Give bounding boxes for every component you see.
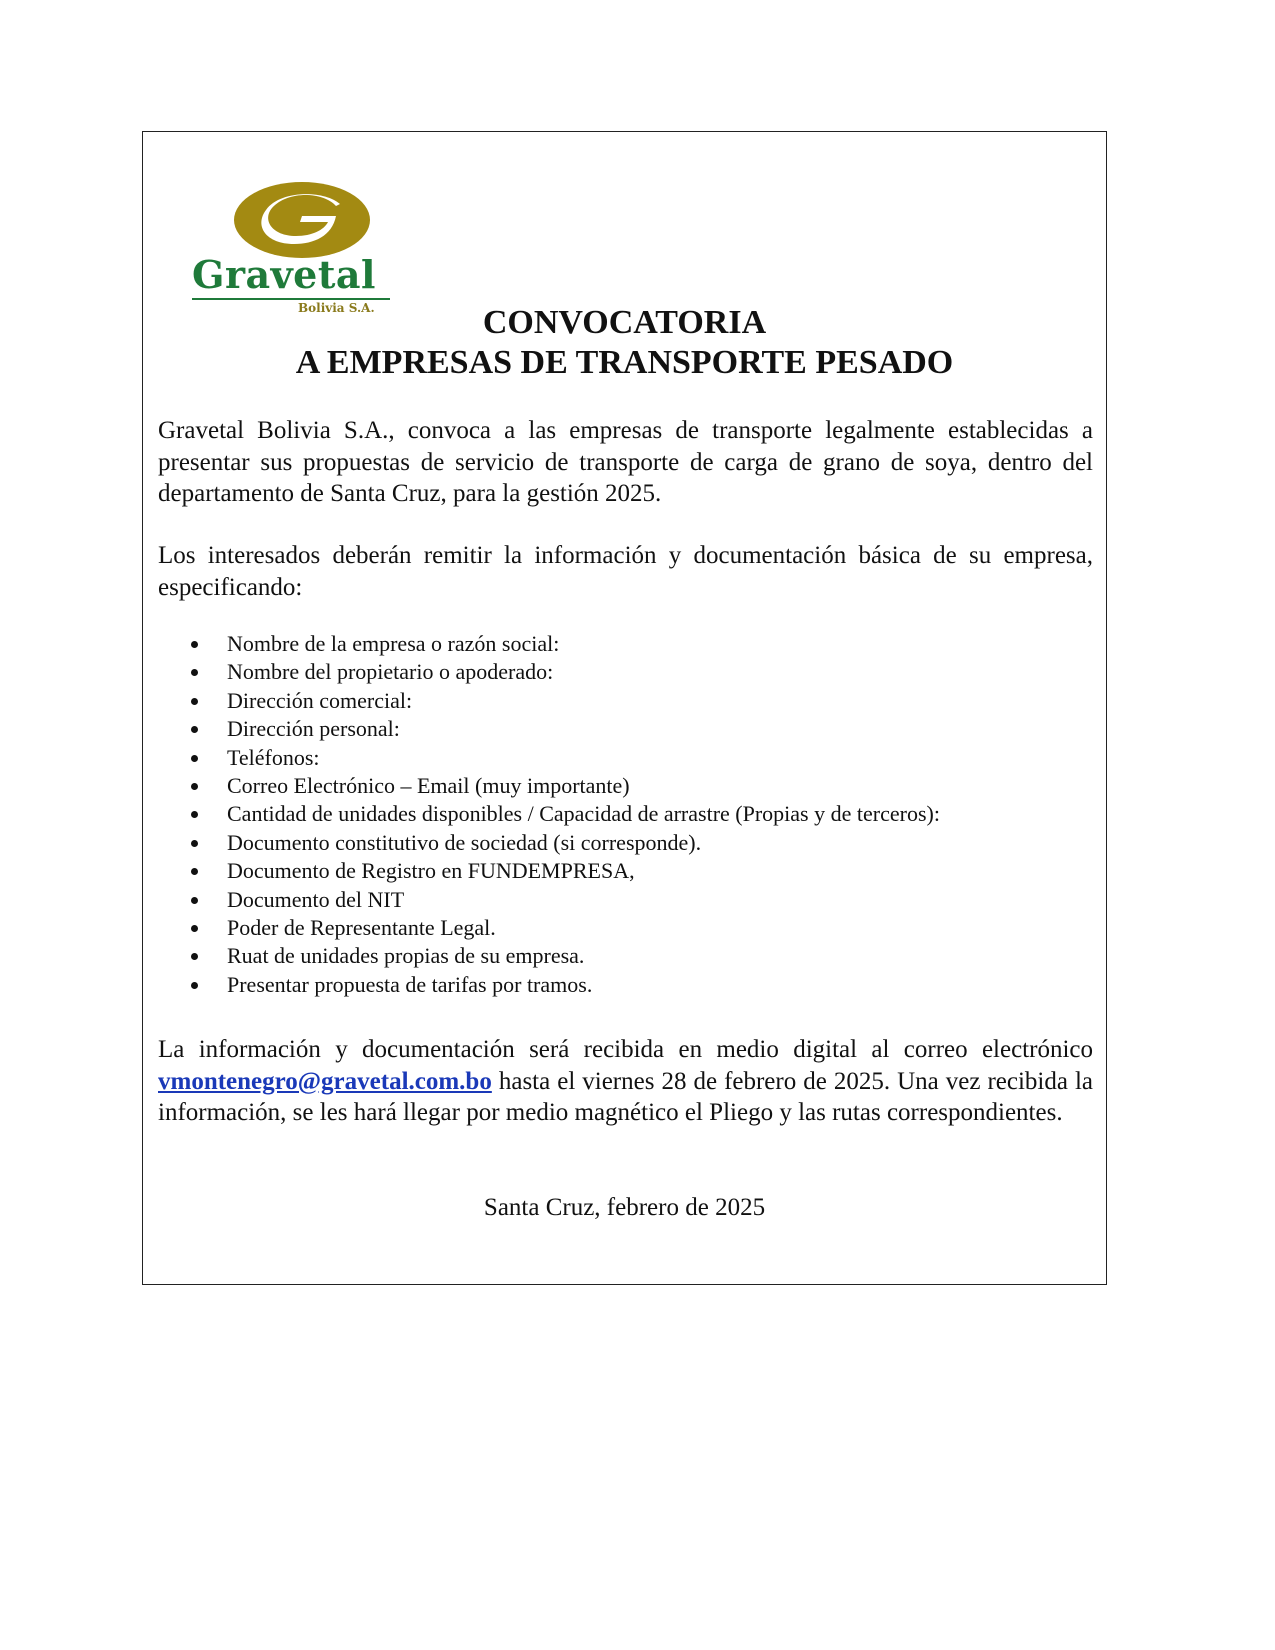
closing-paragraph	[158, 1034, 1093, 1129]
intro-paragraph: Gravetal Bolivia S.A., convoca a las empresas de transporte legalmente establecidas a presentar sus propuestas de servicio de transporte de carga de grano de soya, dentro del departamento de Santa Cruz, para la gestión 2025.	[158, 417, 1093, 507]
list-item-text: Nombre de la empresa o razón social:	[227, 631, 560, 656]
bullet-icon	[191, 698, 198, 705]
list-item	[191, 715, 1071, 743]
logo-subtitle: Bolivia S.A.	[298, 301, 375, 315]
bullet-icon	[191, 755, 198, 762]
announcement-frame	[142, 131, 1107, 1285]
list-item-text: Dirección personal:	[227, 716, 400, 742]
email-link[interactable]: vmontenegro@gravetal.com.bo	[158, 1067, 492, 1095]
list-item-text: Cantidad de unidades disponibles / Capacidad de arrastre (Propias y de terceros):	[227, 801, 940, 827]
bullet-icon	[191, 953, 198, 960]
list-item-text: Teléfonos:	[227, 744, 320, 770]
list-item-text: Correo Electrónico – Email (muy importante)	[227, 772, 630, 798]
list-item	[191, 942, 1071, 970]
bullet-icon	[191, 868, 198, 875]
closing-text-before-email: La información y documentación será recibida en medio digital al correo electrónico	[158, 1036, 1093, 1063]
place-and-date: Santa Cruz, febrero de 2025	[483, 1194, 766, 1221]
list-item	[191, 800, 1071, 828]
list-item-text: Documento del NIT	[227, 886, 405, 912]
list-item-text: Ruat de unidades propias de su empresa.	[227, 943, 585, 969]
list-item	[191, 886, 1071, 914]
company-logo	[192, 180, 402, 315]
bullet-icon	[191, 925, 198, 932]
list-item	[191, 857, 1071, 885]
list-item	[191, 829, 1071, 857]
requirements-list	[191, 630, 1071, 999]
closing-text-after-email: hasta el viernes 28 de febrero de 2025. Una vez recibida la información, se les hará llegar por medio magnético el Pliego y las rutas correspondientes.	[158, 1067, 1093, 1126]
list-item-text: Documento constitutivo de sociedad (si corresponde).	[227, 829, 702, 855]
list-item	[191, 687, 1071, 715]
gravetal-logo-icon	[232, 180, 372, 260]
bullet-icon	[191, 783, 198, 790]
bullet-icon	[191, 641, 198, 648]
list-item	[191, 630, 1071, 658]
title-line-2: A EMPRESAS DE TRANSPORTE PESADO	[295, 344, 954, 381]
requirements-intro: Los interesados deberán remitir la información y documentación básica de su empresa, especificando:	[158, 542, 1093, 601]
bullet-icon	[191, 897, 198, 904]
list-item-text: Nombre del propietario o apoderado:	[227, 659, 554, 685]
logo-underline	[192, 298, 390, 300]
bullet-icon	[191, 811, 198, 818]
list-item	[191, 744, 1071, 772]
list-item	[191, 914, 1071, 942]
list-item	[191, 658, 1071, 686]
bullet-icon	[191, 726, 198, 733]
list-item-text: Dirección comercial:	[227, 687, 413, 713]
list-item	[191, 772, 1071, 800]
list-item-text: Poder de Representante Legal.	[227, 914, 496, 940]
bullet-icon	[191, 669, 198, 676]
bullet-icon	[191, 840, 198, 847]
list-item-text: Documento de Registro en FUNDEMPRESA,	[227, 858, 635, 884]
logo-wordmark: Gravetal	[192, 252, 376, 297]
title-line-1: CONVOCATORIA	[482, 304, 767, 341]
list-item	[191, 971, 1071, 999]
bullet-icon	[191, 982, 198, 989]
list-item-text: Presentar propuesta de tarifas por tramos.	[227, 971, 593, 997]
